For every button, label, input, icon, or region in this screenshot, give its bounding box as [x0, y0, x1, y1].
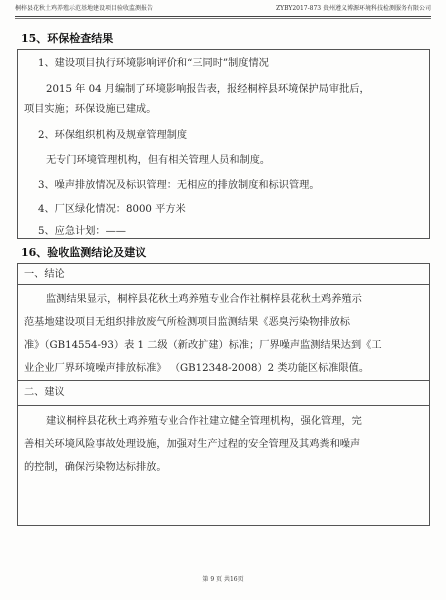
suggestion-divider-top	[18, 380, 429, 381]
item-1-detail-line-1: 2015 年 04 月编制了环境影响报告表，报经桐梓县环境保护局审批后，	[46, 84, 370, 95]
suggestion-heading: 二、建议	[24, 387, 65, 398]
section-15-box	[17, 49, 430, 239]
page-header	[15, 3, 431, 15]
conclusion-line-4: 业企业厂界环境噪声排放标准》 （GB12348-2008）2 类功能区标准限值。	[24, 363, 370, 374]
item-4: 4、厂区绿化情况：8000 平方米	[38, 204, 186, 215]
header-report-title: 桐梓县花秋土鸡养殖示范基地建设项目验收监测报告	[15, 5, 154, 12]
conclusion-heading: 一、结论	[24, 269, 65, 280]
item-2-detail: 无专门环境管理机构，但有相关管理人员和制度。	[46, 155, 271, 166]
conclusion-line-2: 范基地建设项目无组织排放废气所检测项目监测结果《恶臭污染物排放标	[24, 317, 350, 328]
suggestion-line-3: 的控制，确保污染物达标排放。	[24, 462, 167, 473]
header-report-code: ZYBY2017-873 贵州遵义博源环境科技检测服务有限公司	[275, 5, 431, 12]
conclusion-line-1: 监测结果显示，桐梓县花秋土鸡养殖专业合作社桐梓县花秋土鸡养殖示	[46, 294, 362, 305]
section-16-box	[17, 263, 430, 526]
item-2: 2、环保组织机构及规章管理制度	[38, 130, 188, 141]
section-16-title: 16、验收监测结论及建议	[21, 246, 147, 259]
suggestion-line-1: 建议桐梓县花秋土鸡养殖专业合作社建立健全管理机构，强化管理，完	[46, 416, 362, 427]
item-1-detail-line-2: 项目实施；环保设施已建成。	[24, 104, 157, 115]
header-divider	[15, 16, 431, 17]
header-divider-thin	[15, 18, 431, 19]
item-3: 3、噪声排放情况及标识管理：无相应的排放制度和标识管理。	[38, 180, 320, 191]
item-5: 5、应急计划：——	[38, 226, 126, 237]
suggestion-line-2: 善相关环境风险事故处理设施，加强对生产过程的安全管理及其鸡粪和噪声	[24, 439, 361, 450]
section-15-title: 15、环保检查结果	[21, 32, 114, 45]
item-1: 1、建设项目执行环境影响评价和“三同时”制度情况	[38, 58, 269, 69]
suggestion-heading-divider	[18, 405, 429, 406]
conclusion-heading-divider	[18, 284, 429, 285]
page-number: 第 9 页 共16页	[202, 576, 244, 583]
conclusion-line-3: 准》（GB14554-93）表 1 二级（新改扩建）标准；厂界噪声监测结果达到《工	[24, 340, 382, 351]
